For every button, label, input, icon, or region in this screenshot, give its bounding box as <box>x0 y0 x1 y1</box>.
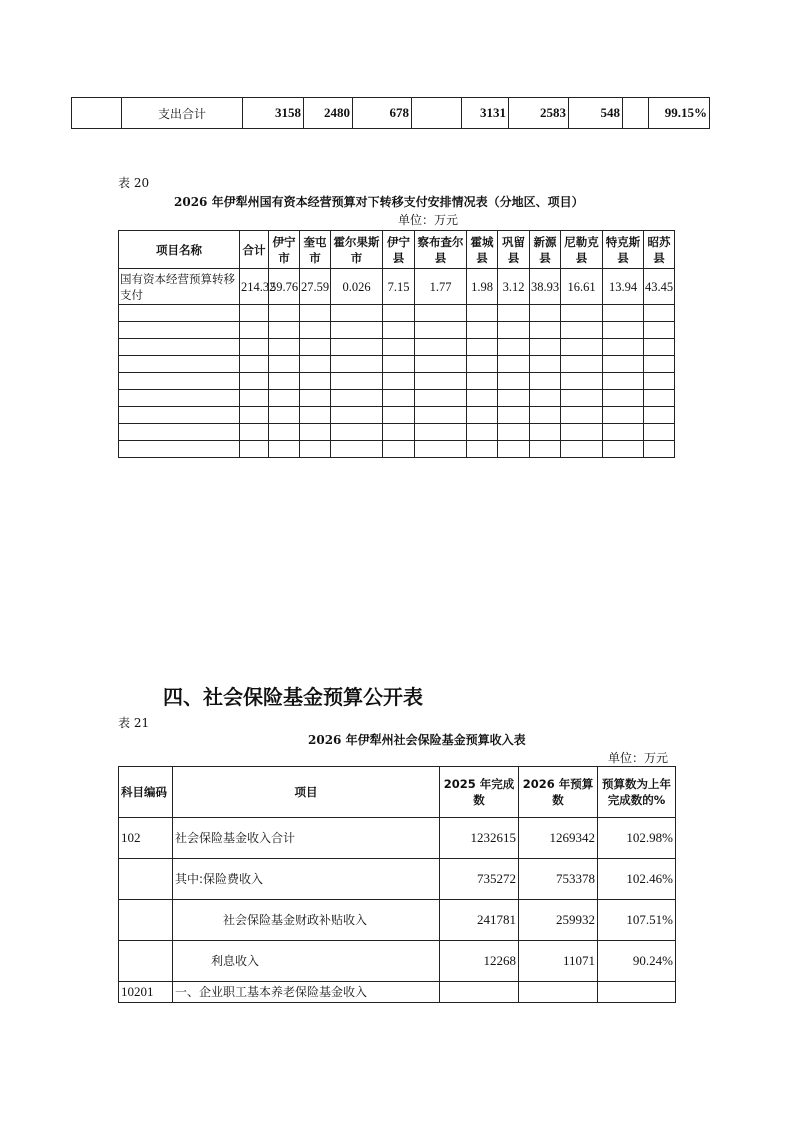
unit-label: 单位：万元 <box>608 751 669 765</box>
empty-row <box>119 390 675 407</box>
empty-row <box>119 322 675 339</box>
empty-cell <box>240 305 269 322</box>
code-cell <box>119 900 173 941</box>
empty-cell <box>644 373 675 390</box>
empty-cell <box>383 339 415 356</box>
empty-cell <box>644 322 675 339</box>
empty-cell <box>269 424 300 441</box>
column-header: 项目名称 <box>119 231 240 269</box>
empty-cell <box>383 441 415 458</box>
value-cell: 90.24% <box>598 941 676 982</box>
empty-cell <box>269 373 300 390</box>
empty-cell <box>119 373 240 390</box>
empty-cell <box>603 322 644 339</box>
empty-cell <box>530 424 561 441</box>
column-header: 预算数为上年完成数的% <box>598 767 676 818</box>
empty-cell <box>498 356 530 373</box>
value-cell: 43.45 <box>644 269 675 305</box>
empty-cell <box>331 390 383 407</box>
empty-cell <box>603 441 644 458</box>
empty-cell <box>383 305 415 322</box>
empty-cell <box>498 305 530 322</box>
table-label: 表 21 <box>118 716 150 730</box>
transfer-payment-table <box>118 230 675 458</box>
empty-row <box>119 407 675 424</box>
column-header: 科目编码 <box>119 767 173 818</box>
item-cell: 社会保险基金收入合计 <box>173 818 440 859</box>
column-header: 新源县 <box>530 231 561 269</box>
empty-cell <box>119 322 240 339</box>
empty-cell <box>415 305 467 322</box>
value-cell: 102.46% <box>598 859 676 900</box>
empty-cell <box>240 322 269 339</box>
value-cell: 3.12 <box>498 269 530 305</box>
empty-cell <box>603 339 644 356</box>
value-cell: 1232615 <box>440 818 519 859</box>
column-header: 尼勒克县 <box>561 231 603 269</box>
value-cell: 1269342 <box>519 818 598 859</box>
empty-cell <box>383 373 415 390</box>
empty-cell <box>603 390 644 407</box>
empty-cell <box>644 441 675 458</box>
table-title: 2026 年伊犁州国有资本经营预算对下转移支付安排情况表（分地区、项目） <box>174 195 584 209</box>
empty-cell <box>603 424 644 441</box>
code-cell <box>119 859 173 900</box>
empty-cell <box>415 407 467 424</box>
empty-cell <box>415 373 467 390</box>
row-label: 支出合计 <box>122 98 243 129</box>
empty-cell <box>119 441 240 458</box>
empty-cell <box>331 407 383 424</box>
item-cell: 社会保险基金财政补贴收入 <box>173 900 440 941</box>
empty-cell <box>530 356 561 373</box>
empty-cell <box>269 305 300 322</box>
value-cell <box>623 98 649 129</box>
empty-cell <box>498 373 530 390</box>
header-row <box>119 231 675 269</box>
table-row <box>119 941 676 982</box>
value-cell: 1.98 <box>467 269 498 305</box>
empty-cell <box>300 441 331 458</box>
item-name: 国有资本经营预算转移支付 <box>119 269 240 305</box>
value-cell: 0.026 <box>331 269 383 305</box>
empty-cell <box>530 390 561 407</box>
empty-cell <box>415 356 467 373</box>
empty-cell <box>644 407 675 424</box>
empty-cell <box>467 305 498 322</box>
empty-cell <box>119 305 240 322</box>
empty-cell <box>498 441 530 458</box>
value-cell: 13.94 <box>603 269 644 305</box>
empty-cell <box>240 339 269 356</box>
empty-cell <box>331 424 383 441</box>
empty-cell <box>269 441 300 458</box>
empty-cell <box>561 407 603 424</box>
value-cell <box>519 982 598 1003</box>
empty-cell <box>300 305 331 322</box>
empty-cell <box>331 373 383 390</box>
code-cell <box>119 941 173 982</box>
empty-cell <box>300 407 331 424</box>
value-cell: 27.59 <box>300 269 331 305</box>
empty-cell <box>561 339 603 356</box>
empty-cell <box>415 441 467 458</box>
unit-label: 单位：万元 <box>398 213 459 227</box>
empty-cell <box>383 424 415 441</box>
empty-cell <box>467 441 498 458</box>
empty-cell <box>603 407 644 424</box>
item-cell: 其中:保险费收入 <box>173 859 440 900</box>
empty-row <box>119 356 675 373</box>
column-header: 特克斯县 <box>603 231 644 269</box>
empty-cell <box>498 322 530 339</box>
empty-cell <box>603 373 644 390</box>
empty-cell <box>530 441 561 458</box>
value-cell <box>598 982 676 1003</box>
empty-cell <box>530 407 561 424</box>
value-cell: 241781 <box>440 900 519 941</box>
column-header: 奎屯市 <box>300 231 331 269</box>
value-cell: 107.51% <box>598 900 676 941</box>
empty-cell <box>119 356 240 373</box>
empty-cell <box>240 390 269 407</box>
empty-row <box>119 339 675 356</box>
empty-cell <box>467 339 498 356</box>
empty-cell <box>498 424 530 441</box>
column-header: 项目 <box>173 767 440 818</box>
column-header: 霍城县 <box>467 231 498 269</box>
social-insurance-income-table <box>118 766 676 1003</box>
empty-cell <box>415 322 467 339</box>
empty-cell <box>561 322 603 339</box>
code-cell: 10201 <box>119 982 173 1003</box>
table-row <box>119 982 676 1003</box>
empty-cell <box>603 356 644 373</box>
column-header: 2026 年预算数 <box>519 767 598 818</box>
empty-cell <box>644 339 675 356</box>
empty-cell <box>269 356 300 373</box>
empty-cell <box>331 441 383 458</box>
value-cell: 16.61 <box>561 269 603 305</box>
empty-cell <box>644 424 675 441</box>
empty-cell <box>561 373 603 390</box>
empty-cell <box>269 390 300 407</box>
empty-cell <box>530 373 561 390</box>
empty-cell <box>119 424 240 441</box>
empty-cell <box>383 322 415 339</box>
value-cell: 12268 <box>440 941 519 982</box>
empty-cell <box>331 339 383 356</box>
empty-row <box>119 373 675 390</box>
empty-cell <box>498 339 530 356</box>
empty-cell <box>644 305 675 322</box>
column-header: 伊宁市 <box>269 231 300 269</box>
empty-cell <box>561 441 603 458</box>
empty-cell <box>530 322 561 339</box>
empty-row <box>119 441 675 458</box>
empty-cell <box>498 407 530 424</box>
empty-cell <box>530 305 561 322</box>
value-cell: 735272 <box>440 859 519 900</box>
value-cell: 1.77 <box>415 269 467 305</box>
value-cell: 99.15% <box>649 98 710 129</box>
code-cell <box>72 98 122 129</box>
empty-cell <box>467 356 498 373</box>
empty-cell <box>269 339 300 356</box>
empty-cell <box>561 424 603 441</box>
value-cell <box>440 982 519 1003</box>
value-cell: 548 <box>569 98 623 129</box>
empty-cell <box>561 305 603 322</box>
table-title: 2026 年伊犁州社会保险基金预算收入表 <box>308 733 526 747</box>
table-row <box>119 900 676 941</box>
table-row <box>119 859 676 900</box>
empty-rows <box>119 305 675 458</box>
value-cell: 2583 <box>509 98 569 129</box>
empty-cell <box>467 407 498 424</box>
empty-cell <box>300 424 331 441</box>
value-cell: 2480 <box>304 98 353 129</box>
value-cell: 3158 <box>243 98 304 129</box>
value-cell: 678 <box>353 98 412 129</box>
column-header: 伊宁县 <box>383 231 415 269</box>
empty-cell <box>383 390 415 407</box>
empty-cell <box>240 441 269 458</box>
empty-cell <box>467 390 498 407</box>
empty-cell <box>603 305 644 322</box>
empty-cell <box>240 356 269 373</box>
value-cell: 102.98% <box>598 818 676 859</box>
value-cell <box>412 98 462 129</box>
empty-cell <box>240 407 269 424</box>
empty-cell <box>383 407 415 424</box>
empty-cell <box>530 339 561 356</box>
empty-cell <box>415 424 467 441</box>
column-header: 霍尔果斯市 <box>331 231 383 269</box>
value-cell: 3131 <box>462 98 509 129</box>
item-cell: 一、企业职工基本养老保险基金收入 <box>173 982 440 1003</box>
empty-cell <box>119 407 240 424</box>
empty-cell <box>240 373 269 390</box>
table-label: 表 20 <box>118 176 150 190</box>
value-cell: 59.76 <box>269 269 300 305</box>
empty-cell <box>331 322 383 339</box>
empty-cell <box>561 356 603 373</box>
table-row <box>119 818 676 859</box>
value-cell: 11071 <box>519 941 598 982</box>
table-row <box>119 269 675 305</box>
item-cell: 利息收入 <box>173 941 440 982</box>
value-cell: 7.15 <box>383 269 415 305</box>
empty-cell <box>300 339 331 356</box>
empty-cell <box>331 356 383 373</box>
expenditure-total-table <box>71 97 710 129</box>
empty-cell <box>300 322 331 339</box>
empty-cell <box>498 390 530 407</box>
section-heading: 四、社会保险基金预算公开表 <box>163 685 423 709</box>
empty-cell <box>269 407 300 424</box>
empty-cell <box>415 390 467 407</box>
value-cell: 259932 <box>519 900 598 941</box>
empty-cell <box>467 322 498 339</box>
empty-cell <box>415 339 467 356</box>
empty-cell <box>300 390 331 407</box>
empty-cell <box>467 424 498 441</box>
value-cell: 753378 <box>519 859 598 900</box>
empty-cell <box>467 373 498 390</box>
code-cell: 102 <box>119 818 173 859</box>
column-header: 昭苏县 <box>644 231 675 269</box>
empty-cell <box>383 356 415 373</box>
value-cell: 214.32 <box>240 269 269 305</box>
table-row <box>72 98 710 129</box>
empty-row <box>119 424 675 441</box>
empty-cell <box>300 356 331 373</box>
empty-cell <box>644 390 675 407</box>
column-header: 2025 年完成数 <box>440 767 519 818</box>
empty-row <box>119 305 675 322</box>
empty-cell <box>240 424 269 441</box>
empty-cell <box>561 390 603 407</box>
empty-cell <box>119 390 240 407</box>
empty-cell <box>300 373 331 390</box>
column-header: 察布查尔县 <box>415 231 467 269</box>
empty-cell <box>644 356 675 373</box>
value-cell: 38.93 <box>530 269 561 305</box>
empty-cell <box>331 305 383 322</box>
column-header: 合计 <box>240 231 269 269</box>
empty-cell <box>269 322 300 339</box>
column-header: 巩留县 <box>498 231 530 269</box>
empty-cell <box>119 339 240 356</box>
header-row <box>119 767 676 818</box>
